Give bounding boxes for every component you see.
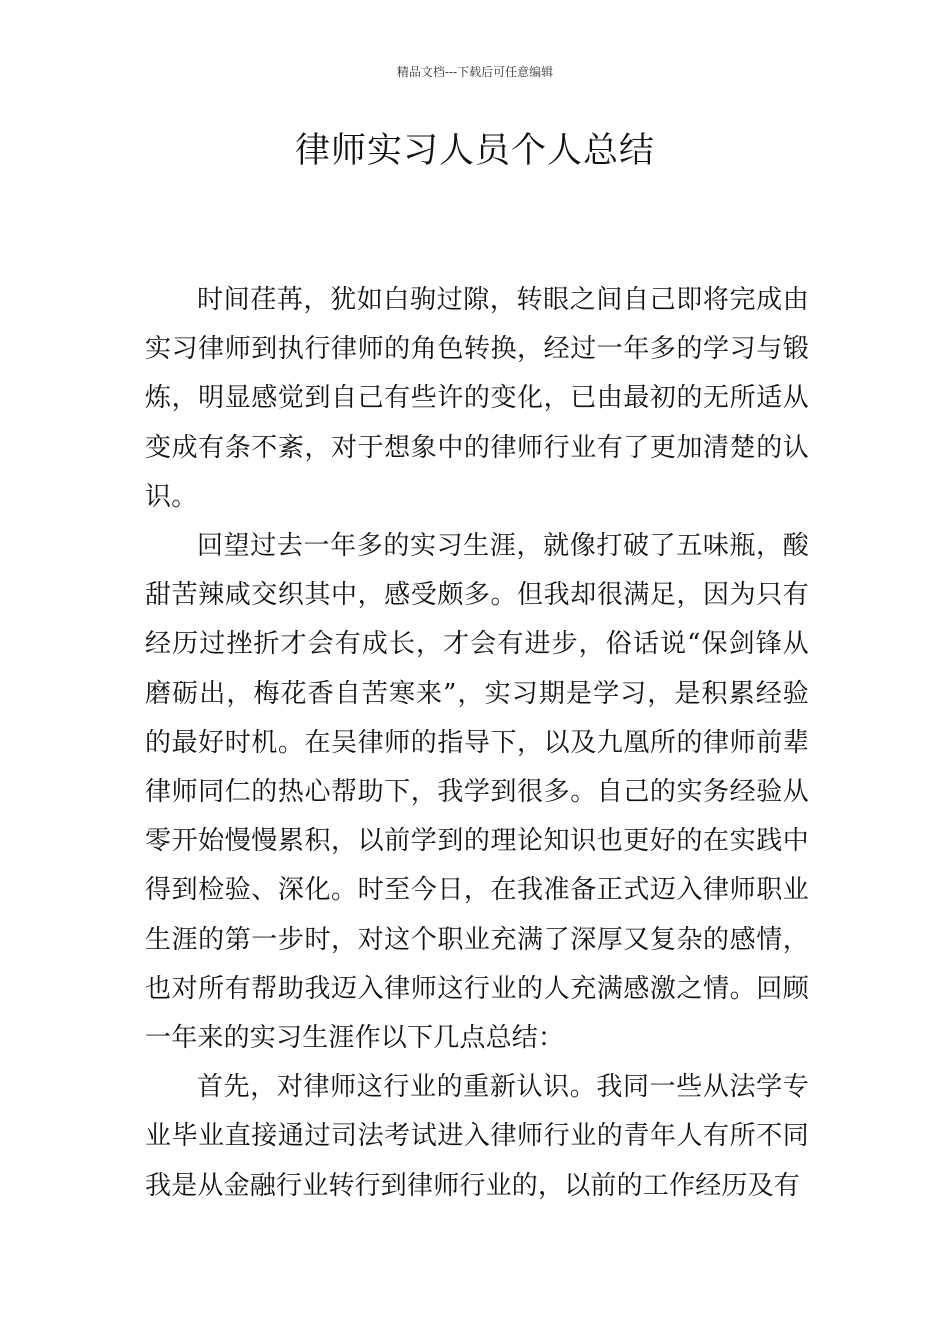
paragraph-3: 首先，对律师这行业的重新认识。我同一些从法学专业毕业直接通过司法考试进入律师行业的青年人有所不同我是从金融行业转行到律师行业的，以前的工作经历及有 xyxy=(145,1072,809,1201)
header-note: 精品文档---下载后可任意编辑 xyxy=(396,65,554,79)
document-body xyxy=(145,276,809,1211)
document-title: 律师实习人员个人总结 xyxy=(294,131,655,171)
paragraph-2: 回望过去一年多的实习生涯，就像打破了五味瓶，酸甜苦辣咸交织其中，感受颇多。但我却很满足，因为只有经历过挫折才会有成长，才会有进步，俗话说“保剑锋从磨砺出，梅花香自苦寒来”，实习期是学习，是积累经验的最好时机。在吴律师的指导下，以及九凰所的律师前辈律师同仁的热心帮助下，我学到很多。自己的实务经验从零开始慢慢累积，以前学到的理论知识也更好的在实践中得到检验、深化。时至今日，在我准备正式迈入律师职业生涯的第一步时，对这个职业充满了深厚又复杂的感情，也对所有帮助我迈入律师这行业的人充满感激之情。回顾一年来的实习生涯作以下几点总结： xyxy=(145,531,809,1054)
paragraph-1: 时间荏苒，犹如白驹过隙，转眼之间自己即将完成由实习律师到执行律师的角色转换，经过一年多的学习与锻炼，明显感觉到自己有些许的变化，已由最初的无所适从变成有条不紊，对于想象中的律师行业有了更加清楚的认识。 xyxy=(145,285,809,512)
